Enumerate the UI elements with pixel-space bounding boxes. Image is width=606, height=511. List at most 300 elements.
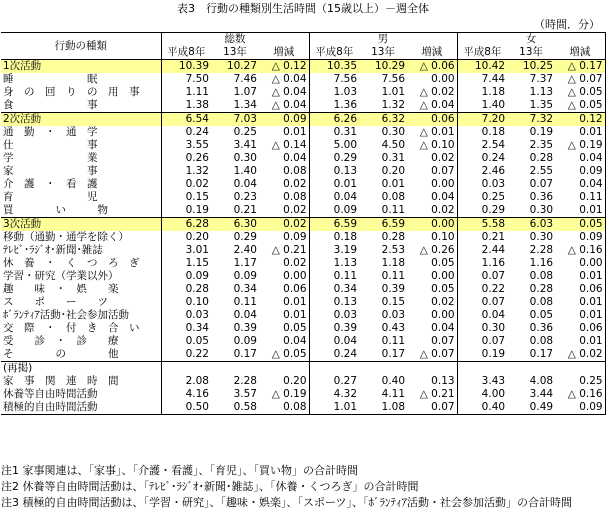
col-header-change: 増減 — [259, 46, 309, 60]
table-row — [1, 204, 605, 218]
row-value: 0.05 — [529, 309, 554, 321]
row-value — [457, 362, 507, 376]
row-value — [309, 362, 359, 376]
row-value: △ 0.19 — [259, 388, 309, 401]
row-value: 0.05 — [407, 257, 457, 270]
row-value: 0.30 — [529, 231, 554, 243]
row-value: 3.43 — [481, 375, 506, 387]
table-row — [1, 191, 605, 204]
row-value: 7.37 — [529, 73, 554, 85]
row-value: 0.24 — [333, 348, 358, 360]
header-row-groups — [1, 33, 605, 47]
row-value: 0.20 — [185, 231, 209, 243]
row-value: 4.16 — [185, 388, 209, 400]
row-value: 0.30 — [529, 204, 554, 216]
row-value: 0.01 — [555, 296, 605, 309]
row-value: 0.11 — [333, 270, 358, 282]
table-row — [1, 178, 605, 191]
row-label: 積極的自由時間活動 — [1, 401, 161, 415]
row-value: 0.19 — [185, 204, 209, 216]
row-value: 0.03 — [185, 309, 209, 321]
row-value: △ 0.12 — [259, 60, 309, 74]
row-value: 0.04 — [233, 309, 257, 321]
group-header-total: 総数 — [161, 33, 309, 47]
col-header-change: 増減 — [407, 46, 457, 60]
row-value: 0.07 — [481, 296, 506, 308]
row-value: 1.36 — [333, 99, 358, 111]
table-row — [1, 283, 605, 296]
row-value: 1.17 — [233, 257, 257, 269]
row-value: △ 0.05 — [555, 86, 605, 99]
row-value: 0.05 — [185, 335, 209, 347]
row-value: 0.06 — [259, 283, 309, 296]
row-value: 0.43 — [381, 322, 406, 334]
note-1: 注1 家事関連は、「家事」、「介護・看護」、「育児」、「買い物」の合計時間 — [1, 464, 358, 477]
row-value: 1.32 — [381, 99, 406, 111]
row-value: △ 0.04 — [259, 73, 309, 86]
col-header-h8: 平成8年 — [161, 46, 211, 60]
row-label: 身 の 回 り の 用 事 — [1, 86, 161, 99]
row-value: 0.02 — [259, 204, 309, 218]
row-value: 1.03 — [333, 86, 358, 98]
row-value: 0.04 — [555, 152, 605, 165]
row-value — [507, 362, 555, 376]
row-value: 0.01 — [555, 126, 605, 139]
row-label: 介 護 ・ 看 護 — [1, 178, 161, 191]
row-value: 0.04 — [233, 178, 257, 190]
row-value: 4.32 — [333, 388, 358, 400]
row-value: 0.15 — [381, 296, 406, 308]
row-value: 0.01 — [259, 296, 309, 309]
row-value: 7.46 — [233, 73, 257, 85]
row-value: 0.19 — [481, 348, 506, 360]
row-label: ス ポ ー ツ — [1, 296, 161, 309]
row-value: 0.30 — [233, 152, 257, 164]
table-row — [1, 165, 605, 178]
row-value: 3.44 — [529, 388, 554, 400]
row-value: 0.05 — [259, 322, 309, 335]
row-value: 1.34 — [233, 99, 257, 111]
row-value: 4.08 — [529, 375, 554, 387]
row-value: 0.07 — [481, 335, 506, 347]
row-value: 0.01 — [333, 178, 358, 190]
table-row — [1, 99, 605, 113]
row-value: 10.25 — [507, 60, 555, 74]
row-value: 10.42 — [457, 60, 507, 74]
row-value: 0.09 — [259, 113, 309, 127]
table-row — [1, 218, 605, 232]
row-value: 4.50 — [381, 139, 406, 151]
row-value: 0.40 — [457, 401, 507, 415]
row-value: 10.35 — [309, 60, 359, 74]
row-value: 0.07 — [481, 270, 506, 282]
col-header-h8: 平成8年 — [457, 46, 507, 60]
row-value: 10.27 — [211, 60, 259, 74]
row-value: 0.11 — [381, 335, 406, 347]
row-value: △ 0.21 — [259, 244, 309, 257]
row-value: 1.16 — [481, 257, 506, 269]
row-value: △ 0.05 — [555, 99, 605, 113]
row-value: 0.09 — [259, 231, 309, 244]
row-label: ﾃﾚﾋﾞ･ﾗｼﾞｵ･新聞･雑誌 — [1, 244, 161, 257]
row-value: 0.25 — [481, 191, 506, 203]
row-value: 0.07 — [407, 401, 457, 415]
row-value: 0.08 — [529, 335, 554, 347]
row-value: 0.30 — [481, 322, 506, 334]
row-value: 0.26 — [185, 152, 209, 164]
table-row — [1, 335, 605, 348]
row-value: 0.19 — [529, 126, 554, 138]
row-value: △ 0.02 — [555, 348, 605, 362]
row-value: △ 0.14 — [259, 139, 309, 152]
note-3: 注3 積極的自由時間活動は、「学習・研究」、「趣味・娯楽」、「スポーツ」、「ﾎﾞﾗﾝﾃｨｱ活動・社会参加活動」の合計時間 — [1, 496, 573, 509]
row-value: 0.24 — [481, 152, 506, 164]
col-header-h8: 平成8年 — [309, 46, 359, 60]
table-row — [1, 270, 605, 283]
row-value: 2.35 — [529, 139, 554, 151]
row-value: 0.28 — [529, 283, 554, 295]
row-value: 0.04 — [481, 309, 506, 321]
row-value: 0.08 — [529, 270, 554, 282]
row-value: 0.31 — [381, 152, 406, 164]
row-value: 0.02 — [259, 257, 309, 270]
row-value: 0.02 — [407, 204, 457, 218]
table-row — [1, 257, 605, 270]
row-value: △ 0.05 — [259, 348, 309, 362]
row-value: 2.08 — [185, 375, 209, 387]
row-value: 6.26 — [309, 113, 359, 127]
row-value: 1.13 — [529, 86, 554, 98]
row-value: 2.40 — [233, 244, 257, 256]
row-value: △ 0.04 — [407, 99, 457, 113]
row-value: 0.00 — [407, 309, 457, 322]
row-value: △ 0.07 — [407, 348, 457, 362]
table-row — [1, 152, 605, 165]
table-row — [1, 309, 605, 322]
row-value: 0.39 — [233, 322, 257, 334]
row-value: △ 0.02 — [407, 86, 457, 99]
row-value: 10.39 — [161, 60, 211, 74]
row-value: 0.00 — [407, 270, 457, 283]
row-value: △ 0.26 — [407, 244, 457, 257]
row-label: 3次活動 — [1, 218, 161, 232]
row-value — [161, 362, 211, 376]
row-value: 0.06 — [407, 113, 457, 127]
row-value: 0.58 — [211, 401, 259, 415]
row-value: 7.56 — [333, 73, 358, 85]
row-value: 0.34 — [233, 283, 257, 295]
row-value: 0.18 — [333, 231, 358, 243]
row-value: 0.01 — [259, 126, 309, 139]
row-value: △ 0.17 — [555, 60, 605, 74]
row-value — [359, 362, 407, 376]
page-title: 表3 行動の種類別生活時間（15歳以上）－週全体 — [177, 2, 429, 15]
row-value: 0.29 — [233, 231, 257, 243]
row-value: 0.01 — [555, 270, 605, 283]
table-row — [1, 388, 605, 401]
row-value: 0.00 — [407, 178, 457, 191]
row-value: 1.13 — [333, 257, 358, 269]
row-value: 0.08 — [259, 165, 309, 178]
row-value: 0.09 — [555, 165, 605, 178]
row-label: (再掲) — [1, 362, 161, 376]
row-value: 2.46 — [481, 165, 506, 177]
row-value: 0.02 — [407, 152, 457, 165]
row-value: 0.02 — [185, 178, 209, 190]
row-value: 0.04 — [259, 335, 309, 348]
row-value: 0.22 — [185, 348, 209, 360]
row-label: 受 診 ・ 診 療 — [1, 335, 161, 348]
row-value: 0.11 — [555, 191, 605, 204]
row-value: 0.08 — [259, 401, 309, 415]
table-body — [1, 60, 605, 415]
row-value: 3.57 — [233, 388, 257, 400]
row-value: 2.55 — [529, 165, 554, 177]
col-header-change: 増減 — [555, 46, 605, 60]
row-value: 0.11 — [381, 270, 406, 282]
row-value: 0.06 — [555, 322, 605, 335]
row-value: 1.15 — [185, 257, 209, 269]
row-value: 7.03 — [211, 113, 259, 127]
row-label: ﾎﾞﾗﾝﾃｨｱ活動･社会参加活動 — [1, 309, 161, 322]
row-label: 家 事 — [1, 165, 161, 178]
row-value: 0.15 — [185, 191, 209, 203]
row-value: 7.50 — [185, 73, 209, 85]
row-value: △ 0.19 — [555, 139, 605, 152]
row-value: 0.50 — [161, 401, 211, 415]
row-value: 7.32 — [507, 113, 555, 127]
row-label: 睡 眠 — [1, 73, 161, 86]
row-value: 0.00 — [259, 270, 309, 283]
row-value: 0.00 — [407, 218, 457, 232]
row-value: 0.04 — [333, 191, 358, 203]
row-value: 0.13 — [333, 165, 358, 177]
row-value: 1.16 — [529, 257, 554, 269]
row-value: △ 0.04 — [259, 86, 309, 99]
row-value — [259, 362, 309, 376]
row-value — [211, 362, 259, 376]
table-row — [1, 126, 605, 139]
row-value: 0.04 — [407, 322, 457, 335]
row-value: △ 0.01 — [407, 126, 457, 139]
table-row — [1, 73, 605, 86]
row-value: 5.00 — [333, 139, 358, 151]
table-row — [1, 322, 605, 335]
row-label: 休 養 ・ く つ ろ ぎ — [1, 257, 161, 270]
table-row — [1, 244, 605, 257]
table-row — [1, 296, 605, 309]
row-value: 3.41 — [233, 139, 257, 151]
notes — [1, 463, 572, 511]
row-label: 2次活動 — [1, 113, 161, 127]
row-value: 0.04 — [259, 152, 309, 165]
row-value: 0.49 — [507, 401, 555, 415]
row-value: 0.09 — [185, 270, 209, 282]
row-value: 1.38 — [185, 99, 209, 111]
table-row — [1, 401, 605, 415]
row-value: 0.02 — [407, 296, 457, 309]
row-value: 5.58 — [457, 218, 507, 232]
row-label: 休養等自由時間活動 — [1, 388, 161, 401]
row-value: 0.31 — [333, 126, 358, 138]
activity-header: 行動の種類 — [1, 33, 161, 60]
row-value: 6.54 — [161, 113, 211, 127]
row-value: 0.10 — [407, 231, 457, 244]
row-label: 1次活動 — [1, 60, 161, 74]
row-value: 0.09 — [233, 335, 257, 347]
row-value: 0.11 — [233, 296, 257, 308]
row-value: 0.01 — [259, 309, 309, 322]
row-value: 1.35 — [529, 99, 554, 111]
row-label: 買 い 物 — [1, 204, 161, 218]
row-value: 0.20 — [381, 165, 406, 177]
row-label: 食 事 — [1, 99, 161, 113]
row-value: 0.17 — [529, 348, 554, 360]
row-value: △ 0.16 — [555, 244, 605, 257]
row-value: 0.05 — [407, 283, 457, 296]
group-header-male: 男 — [309, 33, 457, 47]
row-value: 0.23 — [233, 191, 257, 203]
row-value: 0.09 — [233, 270, 257, 282]
row-value: 0.06 — [555, 283, 605, 296]
row-label: 通 勤 ・ 通 学 — [1, 126, 161, 139]
row-value: 0.22 — [481, 283, 506, 295]
row-label: 学 業 — [1, 152, 161, 165]
row-value: 0.01 — [555, 309, 605, 322]
row-value: 0.01 — [555, 204, 605, 218]
row-value: 0.05 — [555, 218, 605, 232]
row-value: 2.44 — [481, 244, 506, 256]
col-header-h13: 13年 — [507, 46, 555, 60]
row-value: 3.55 — [185, 139, 209, 151]
row-value: 0.18 — [481, 126, 506, 138]
row-value: 6.59 — [359, 218, 407, 232]
row-value: 0.01 — [555, 335, 605, 348]
row-value: 0.07 — [407, 335, 457, 348]
row-value: 0.24 — [185, 126, 209, 138]
row-value: 1.08 — [359, 401, 407, 415]
row-value: 0.11 — [381, 204, 406, 216]
row-value: 0.21 — [481, 231, 506, 243]
row-value: 2.53 — [381, 244, 406, 256]
table-row — [1, 86, 605, 99]
row-value: 6.32 — [359, 113, 407, 127]
row-value: 0.13 — [407, 375, 457, 388]
row-value: 0.00 — [407, 73, 457, 86]
table-row — [1, 60, 605, 74]
row-value: 0.00 — [555, 257, 605, 270]
row-label: そ の 他 — [1, 348, 161, 362]
table-row — [1, 113, 605, 127]
row-value: 0.34 — [185, 322, 209, 334]
row-value: 0.28 — [529, 152, 554, 164]
row-value: 3.19 — [333, 244, 358, 256]
row-value: 1.11 — [185, 86, 209, 98]
row-value: 1.01 — [381, 86, 406, 98]
row-value: △ 0.04 — [259, 99, 309, 113]
row-value: 0.28 — [381, 231, 406, 243]
row-value: 0.07 — [407, 165, 457, 178]
row-label: 学習・研究（学業以外） — [1, 270, 161, 283]
row-value: 0.17 — [381, 348, 406, 360]
table-row — [1, 375, 605, 388]
row-value: △ 0.07 — [555, 73, 605, 86]
row-value — [555, 362, 605, 376]
row-value: 0.03 — [381, 309, 406, 321]
row-label: 移動（通勤・通学を除く） — [1, 231, 161, 244]
row-value: 0.09 — [333, 204, 358, 216]
row-value: 1.40 — [233, 165, 257, 177]
row-value: 0.08 — [381, 191, 406, 203]
row-label: 育 児 — [1, 191, 161, 204]
row-value: 0.01 — [381, 178, 406, 190]
row-value: 0.07 — [529, 178, 554, 190]
row-value: 0.29 — [481, 204, 506, 216]
row-value: 0.36 — [529, 191, 554, 203]
row-value: 1.32 — [185, 165, 209, 177]
row-value: 0.28 — [185, 283, 209, 295]
row-value: 0.12 — [555, 113, 605, 127]
row-value: 1.18 — [381, 257, 406, 269]
row-value: 0.09 — [555, 401, 605, 415]
row-value: 1.40 — [481, 99, 506, 111]
row-value: 7.20 — [457, 113, 507, 127]
note-2: 注2 休養等自由時間活動は、「ﾃﾚﾋﾞ･ﾗｼﾞｵ･新聞･雑誌」、「休養・くつろぎ」の合計時間 — [1, 480, 419, 493]
row-value: 6.59 — [309, 218, 359, 232]
row-value: 0.04 — [407, 191, 457, 204]
table-row — [1, 231, 605, 244]
row-value: 3.01 — [185, 244, 209, 256]
data-table — [1, 32, 606, 415]
row-value: 2.28 — [233, 375, 257, 387]
row-value: 0.40 — [381, 375, 406, 387]
row-value: 6.03 — [507, 218, 555, 232]
row-value: 0.29 — [333, 152, 358, 164]
row-value: 0.09 — [555, 231, 605, 244]
row-value: 0.39 — [333, 322, 358, 334]
row-value: △ 0.06 — [407, 60, 457, 74]
row-value: 0.03 — [481, 178, 506, 190]
row-value: 0.04 — [333, 335, 358, 347]
row-value: 0.36 — [529, 322, 554, 334]
unit-label: （時間．分） — [534, 18, 600, 31]
row-value: 7.44 — [481, 73, 506, 85]
row-value: 0.04 — [555, 178, 605, 191]
row-label: 仕 事 — [1, 139, 161, 152]
row-value: 0.17 — [233, 348, 257, 360]
row-value: 2.28 — [529, 244, 554, 256]
row-label: 交 際 ・ 付 き 合 い — [1, 322, 161, 335]
row-value: 4.11 — [381, 388, 406, 400]
row-value: 0.25 — [555, 375, 605, 388]
row-value: 0.08 — [259, 191, 309, 204]
col-header-h13: 13年 — [211, 46, 259, 60]
row-value: 0.02 — [259, 218, 309, 232]
row-value: 0.13 — [333, 296, 358, 308]
row-value: 0.39 — [381, 283, 406, 295]
row-value: 0.02 — [259, 178, 309, 191]
row-value: 7.56 — [381, 73, 406, 85]
row-value: △ 0.21 — [407, 388, 457, 401]
row-value: 4.00 — [481, 388, 506, 400]
row-value: 10.29 — [359, 60, 407, 74]
row-value: △ 0.10 — [407, 139, 457, 152]
row-value: 6.28 — [161, 218, 211, 232]
row-value: 0.27 — [333, 375, 358, 387]
row-value: 0.10 — [185, 296, 209, 308]
row-value: 2.54 — [481, 139, 506, 151]
row-label: 家 事 関 連 時 間 — [1, 375, 161, 388]
